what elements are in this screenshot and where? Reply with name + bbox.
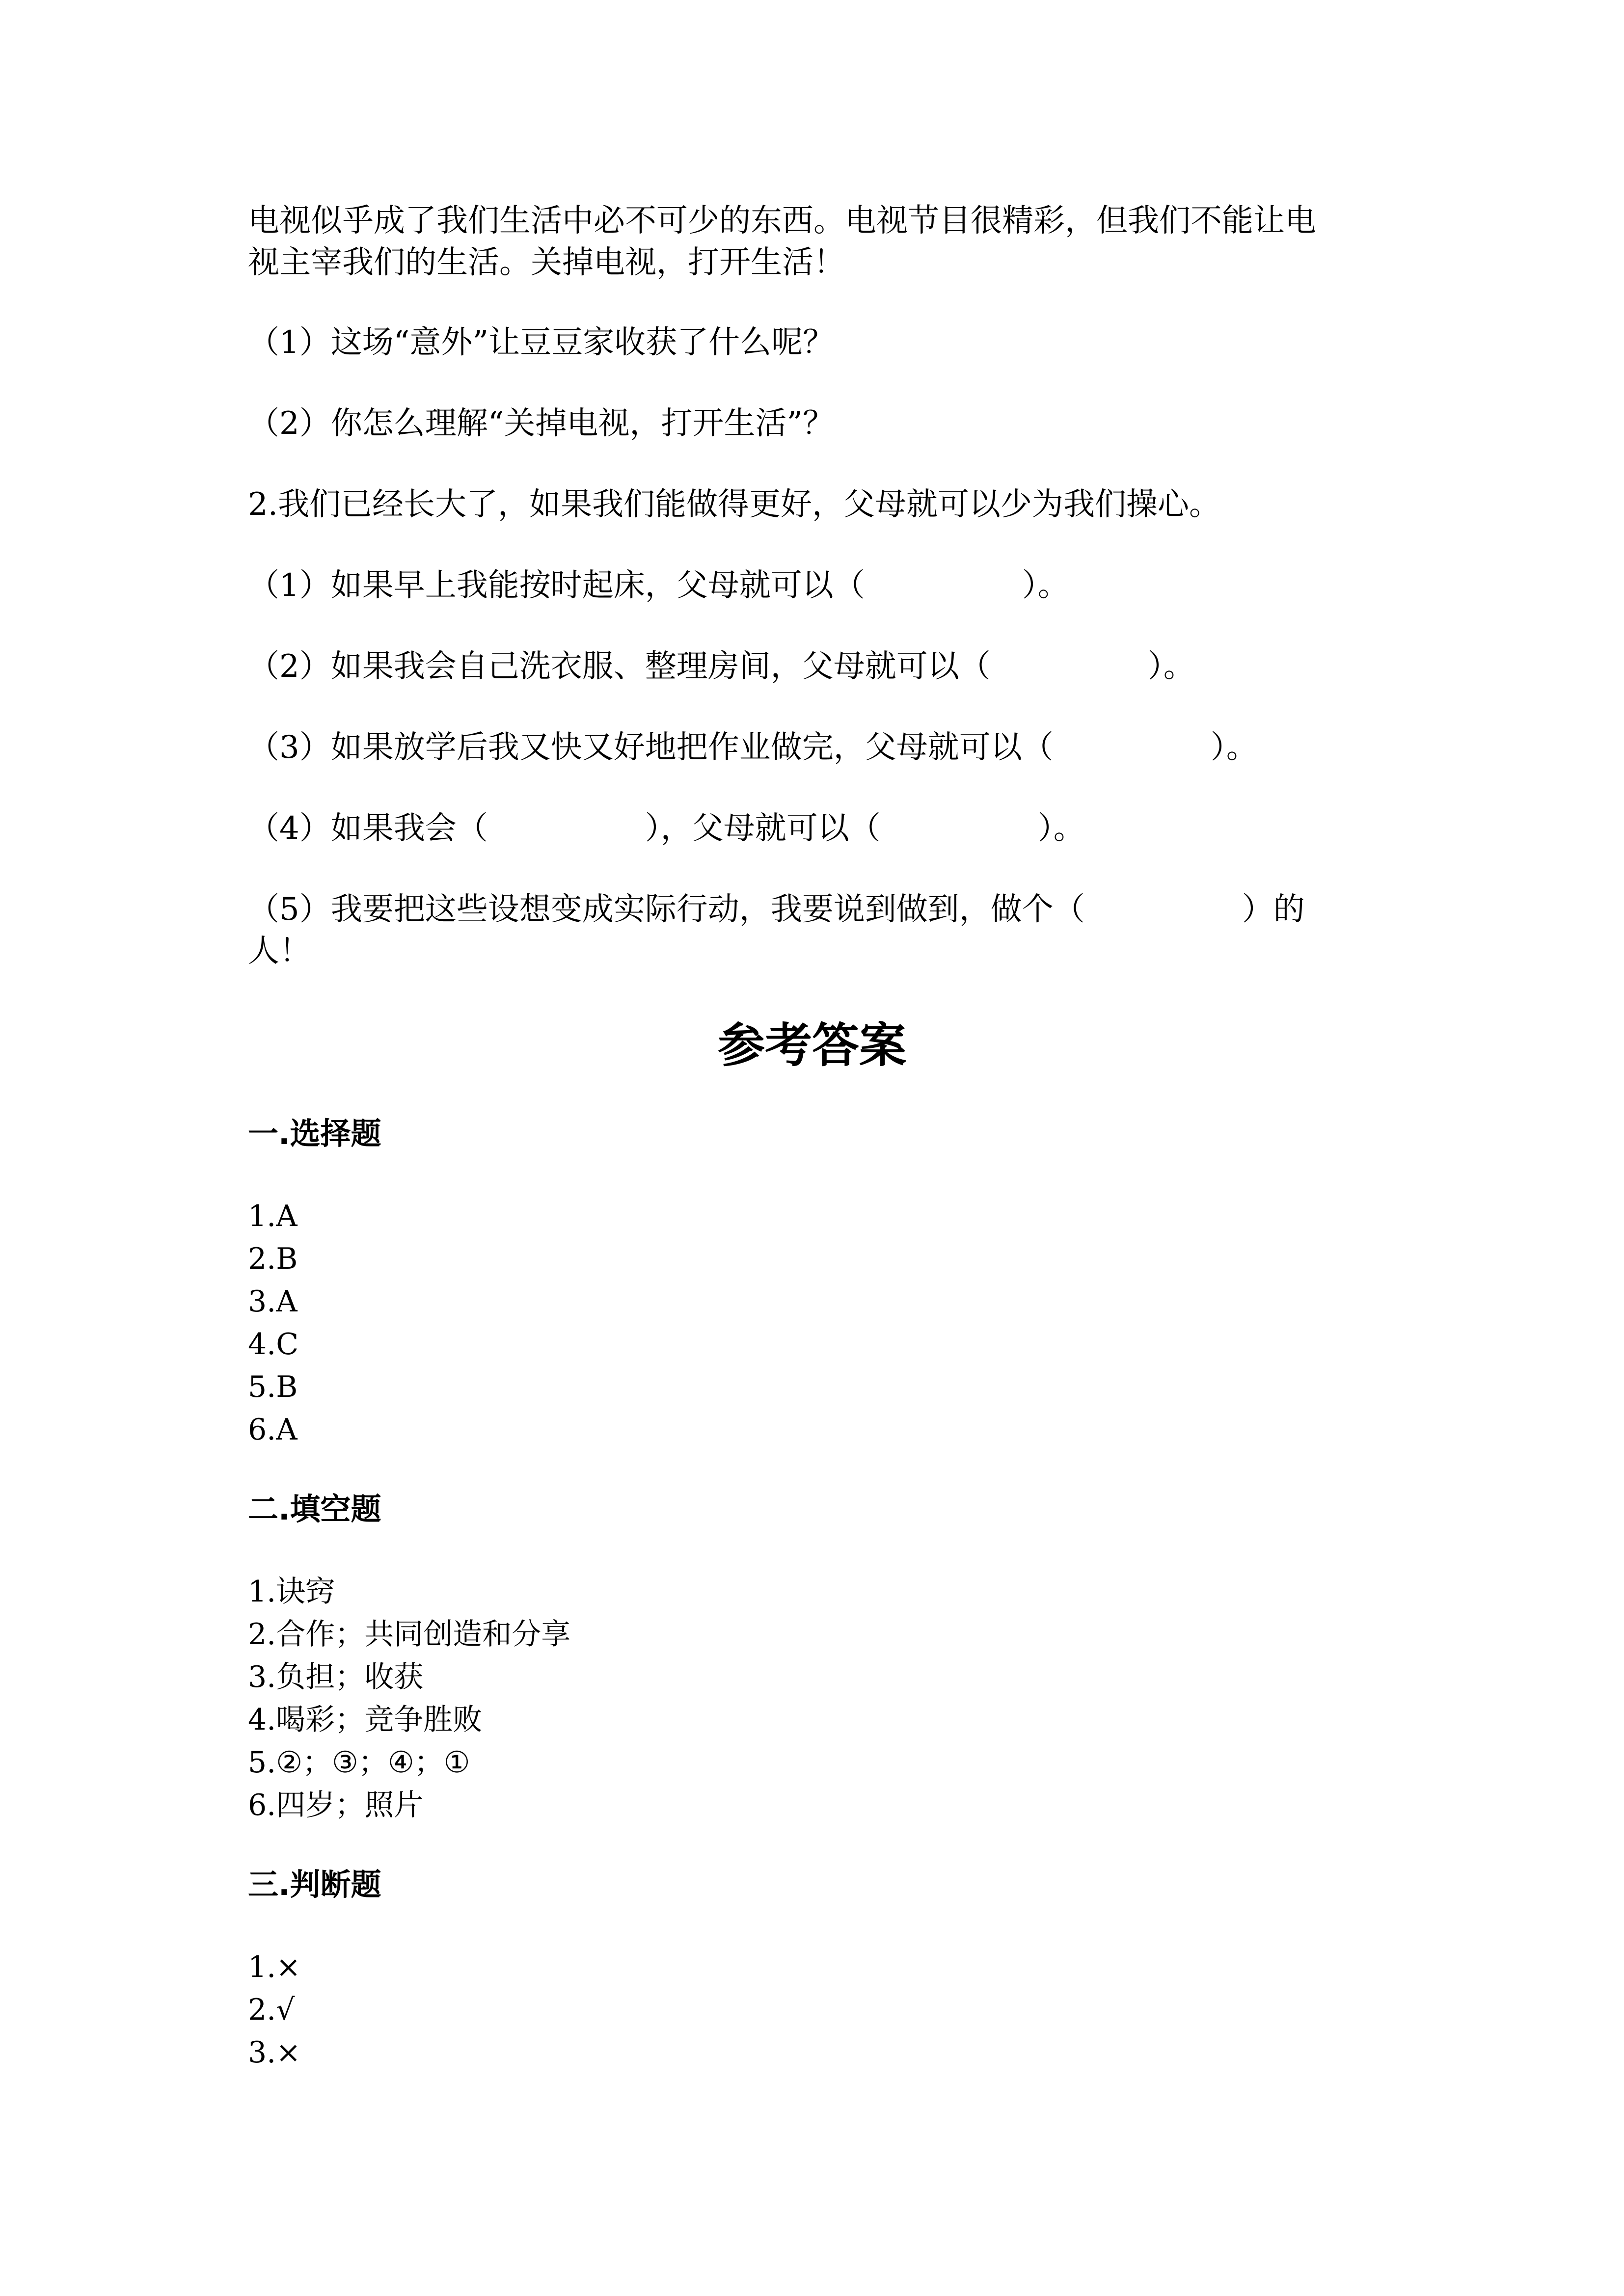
answer-item: 4.喝彩；竞争胜败 [248,1703,483,1737]
section-heading-fill-blank: 二.填空题 [248,1491,381,1527]
question-2-sub-5-line-2: 人！ [248,933,311,969]
answer-key-title: 参考答案 [718,1018,906,1073]
answer-item: 5.②；③；④；① [248,1745,470,1780]
answer-item: 3.负担；收获 [248,1660,424,1694]
question-2-stem: 2.我们已经长大了，如果我们能做得更好，父母就可以少为我们操心。 [248,486,1221,523]
answer-item: 3.× [248,2035,301,2070]
section-heading-true-false: 三.判断题 [248,1867,381,1902]
answer-item: 2.合作；共同创造和分享 [248,1617,571,1652]
question-2-sub-2: （2）如果我会自己洗衣服、整理房间，父母就可以（ ）。 [248,648,1195,685]
answer-item: 1.× [248,1950,301,1984]
question-2-sub-5-line-1: （5）我要把这些设想变成实际行动，我要说到做到，做个（ ）的 [248,891,1305,928]
answer-item: 2.B [248,1242,298,1276]
passage-line-1: 电视似乎成了我们生活中必不可少的东西。电视节目很精彩，但我们不能让电 [248,203,1316,239]
answer-item: 2.√ [248,1993,295,2027]
question-2-sub-4: （4）如果我会（ ），父母就可以（ ）。 [248,810,1085,847]
section-heading-choice: 一.选择题 [248,1116,381,1151]
question-2-sub-1: （1）如果早上我能按时起床，父母就可以（ ）。 [248,567,1069,604]
question-2-sub-3: （3）如果放学后我又快又好地把作业做完，父母就可以（ ）。 [248,729,1258,766]
answer-item: 6.A [248,1413,298,1447]
question-1-sub-1: （1）这场“意外”让豆豆家收获了什么呢？ [248,324,835,361]
answer-item: 1.诀窍 [248,1575,335,1609]
passage-line-2: 视主宰我们的生活。关掉电视，打开生活！ [248,244,845,281]
answer-item: 6.四岁；照片 [248,1788,424,1822]
question-1-sub-2: （2）你怎么理解“关掉电视，打开生活”？ [248,405,835,442]
answer-item: 5.B [248,1370,298,1404]
answer-item: 3.A [248,1284,298,1319]
answer-item: 1.A [248,1199,298,1233]
answer-item: 4.C [248,1327,299,1362]
